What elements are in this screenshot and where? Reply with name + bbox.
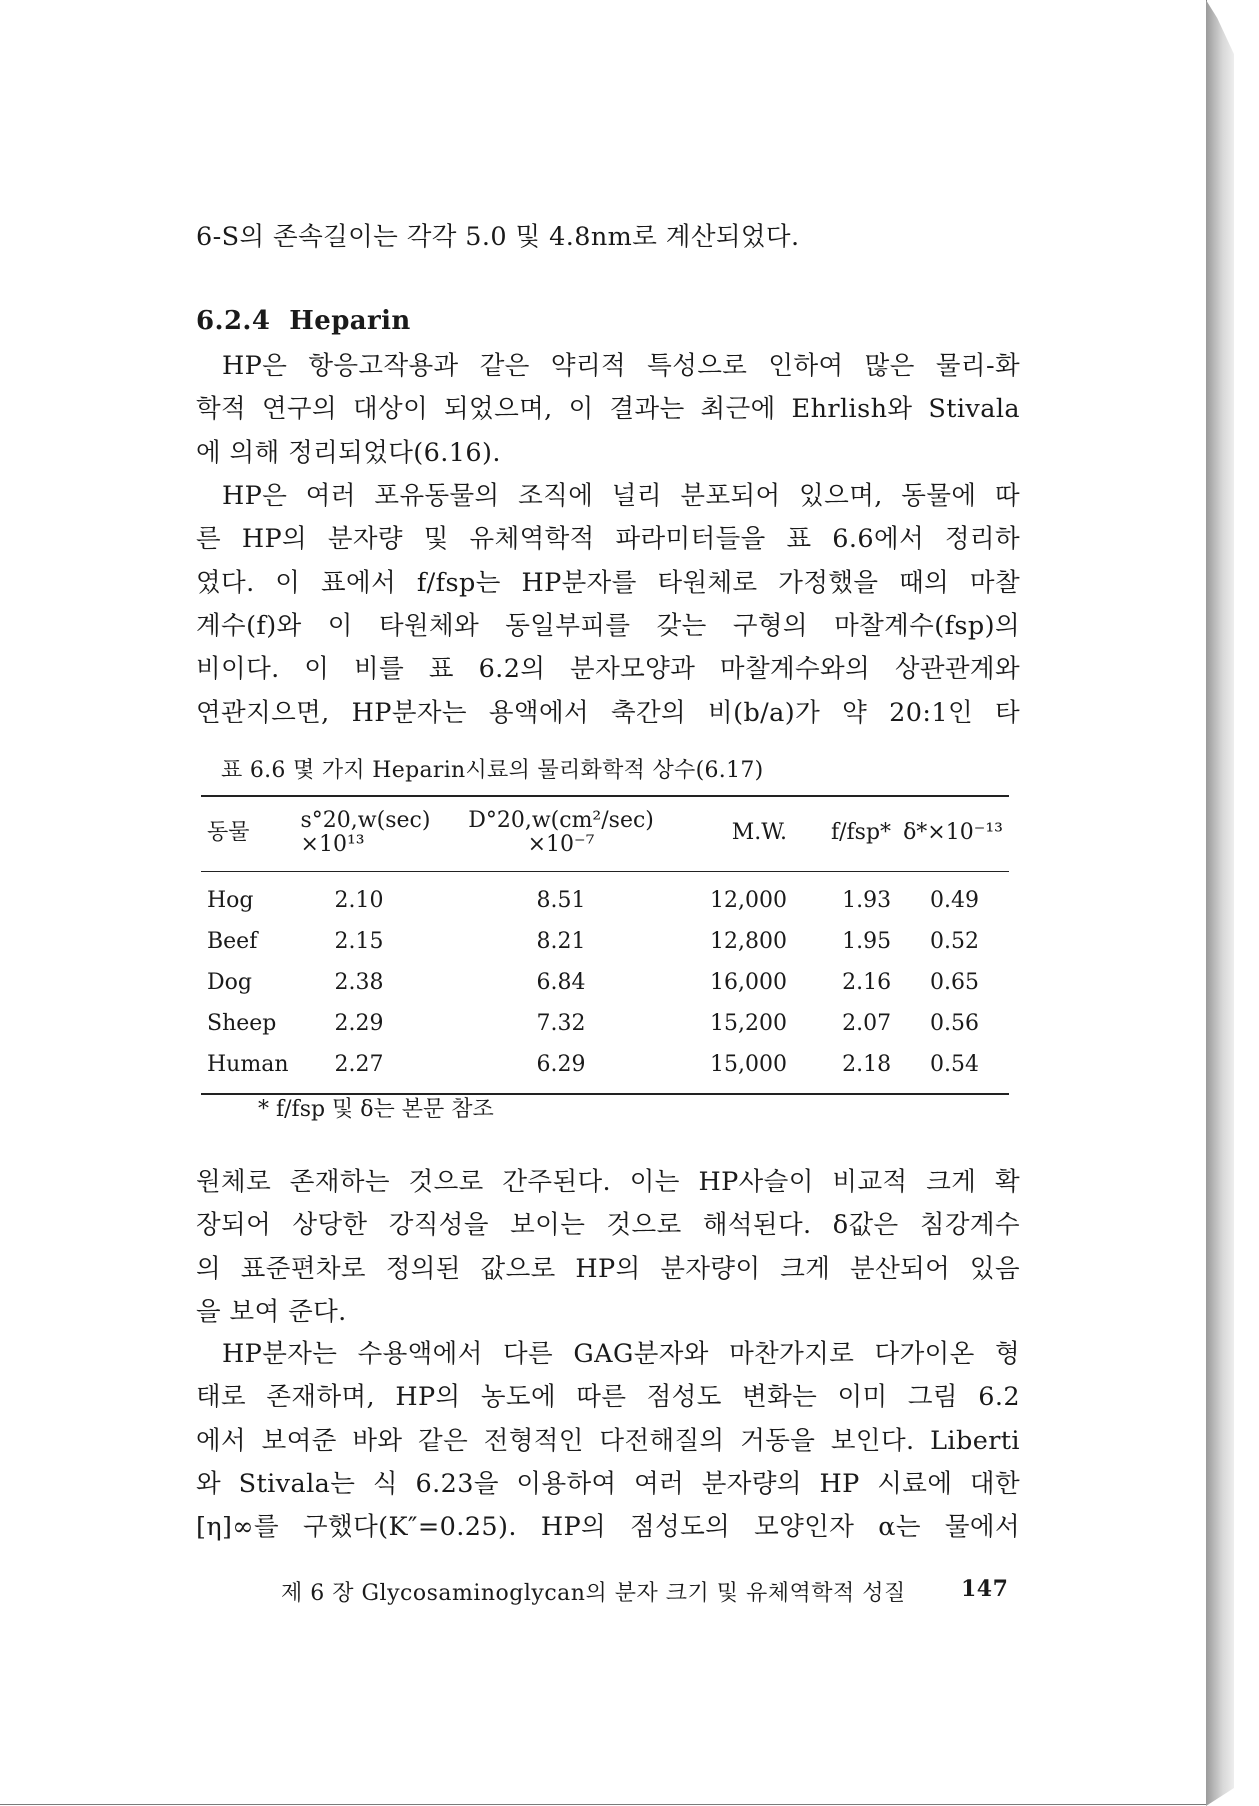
text-line: 학적 연구의 대상이 되었으며, 이 결과는 최근에 Ehrlish와 Stivala [196,394,1020,425]
table-cell: Beef [207,929,258,955]
section-number: 6.2.4 [196,306,271,336]
table-cell: 2.07 [842,1011,892,1037]
table-cell: 1.95 [842,929,892,955]
running-footer: 제 6 장 Glycosaminoglycan의 분자 크기 및 유체역학적 성질 [281,1581,906,1606]
table-cell: 12,000 [710,888,787,914]
paragraph-3 [196,1161,1020,1334]
table-cell: 2.38 [334,970,384,996]
text-line: 원체로 존재하는 것으로 간주된다. 이는 HP사슬이 비교적 크게 확 [196,1167,1020,1197]
table-cell: Sheep [207,1011,277,1037]
section-heading [196,299,1020,343]
text-line: 였다. 이 표에서 f/fsp는 HP분자를 타원체로 가정했을 때의 마찰 [196,567,1020,598]
table-row [201,872,1009,922]
col-header: f/fsp* [830,820,892,846]
table-cell: Human [207,1052,289,1078]
table-cell: 8.51 [536,888,586,914]
table-cell: 15,200 [710,1011,787,1037]
text-line: HP분자는 수용액에서 다른 GAG분자와 마찬가지로 다가이온 형 [222,1339,1020,1369]
section-title: Heparin [289,306,411,336]
body-top [196,216,1020,259]
text-line: 장되어 상당한 강직성을 보이는 것으로 해석된다. δ값은 침강계수 [196,1210,1020,1241]
paragraph-2 [196,475,1020,735]
text-line: HP은 항응고작용과 같은 약리적 특성으로 인하여 많은 물리-화 [222,351,1020,381]
table-cell: 2.10 [334,888,384,914]
table-row [201,1044,1009,1094]
text-line: 을 보여 준다. [196,1297,347,1328]
col-header: D°20,w(cm²/sec) ×10⁻⁷ [468,808,654,858]
text-line: 계수(f)와 이 타원체와 동일부피를 갖는 구형의 마찰계수(fsp)의 [196,611,1020,642]
text-line: 에 의해 정리되었다(6.16). [196,437,501,468]
text-line: [η]∞를 구했다(K″=0.25). HP의 점성도의 모양인자 α는 물에서 [196,1512,1020,1543]
table-cell: 2.18 [842,1052,892,1078]
col-header: δ*×10⁻¹³ [903,820,1003,846]
table-cell: 0.65 [930,970,979,996]
text-line: HP은 여러 포유동물의 조직에 널리 분포되어 있으며, 동물에 따 [222,481,1020,511]
paragraph-4 [196,1333,1020,1550]
heparin-table [201,795,1009,1095]
text-line: 의 표준편차로 정의된 값으로 HP의 분자량이 크게 분산되어 있음 [196,1253,1020,1284]
table-caption: 표 6.6 몇 가지 Heparin시료의 물리화학적 상수(6.17) [221,758,764,783]
page-number: 147 [961,1576,1009,1602]
table-cell: 12,800 [710,929,787,955]
table-cell: 1.93 [842,888,892,914]
table-row [201,921,1009,962]
text-line: 른 HP의 분자량 및 유체역학적 파라미터들을 표 6.6에서 정리하 [196,524,1020,555]
table-cell: 2.16 [842,970,892,996]
table-cell: 15,000 [710,1052,787,1078]
table-cell: 2.27 [334,1052,384,1078]
text-line: 에서 보여준 바와 같은 전형적인 다전해질의 거동을 보인다. Liberti [196,1425,1020,1456]
page-edge-shadow [1206,0,1234,1806]
table-cell: 0.56 [930,1011,979,1037]
text-line: 연관지으면, HP분자는 용액에서 축간의 비(b/a)가 약 20:1인 타 [196,697,1020,728]
col-header: s°20,w(sec) ×10¹³ [300,808,431,858]
table-cell: 0.54 [930,1052,979,1078]
table-header-row [201,796,1009,872]
table-cell: 8.21 [536,929,586,955]
table-cell: 6.29 [536,1052,586,1078]
text-line: 6-S의 존속길이는 각각 5.0 및 4.8nm로 계산되었다. [196,222,800,252]
table-cell: 16,000 [710,970,787,996]
table-cell: Hog [207,888,254,914]
paragraph-1 [196,345,1020,475]
table-cell: 0.49 [930,888,979,914]
table-row [201,962,1009,1003]
table-cell: 7.32 [536,1011,586,1037]
table-cell: 6.84 [536,970,586,996]
table-cell: Dog [207,970,252,996]
table-footnote: * f/fsp 및 δ는 본문 참조 [258,1097,494,1122]
text-line: 와 Stivala는 식 6.23을 이용하여 여러 분자량의 HP 시료에 대한 [196,1469,1020,1500]
table-cell: 2.29 [334,1011,384,1037]
page-footer [281,1576,1009,1607]
col-header: M.W. [731,820,787,846]
table-cell: 0.52 [930,929,979,955]
text-line: 비이다. 이 비를 표 6.2의 분자모양과 마찰계수와의 상관관계와 [196,654,1020,685]
col-header: 동물 [207,820,250,846]
text-line: 태로 존재하며, HP의 농도에 따른 점성도 변화는 이미 그림 6.2 [196,1382,1020,1413]
table-row [201,1003,1009,1044]
table-cell: 2.15 [334,929,384,955]
table-body [201,872,1009,1095]
